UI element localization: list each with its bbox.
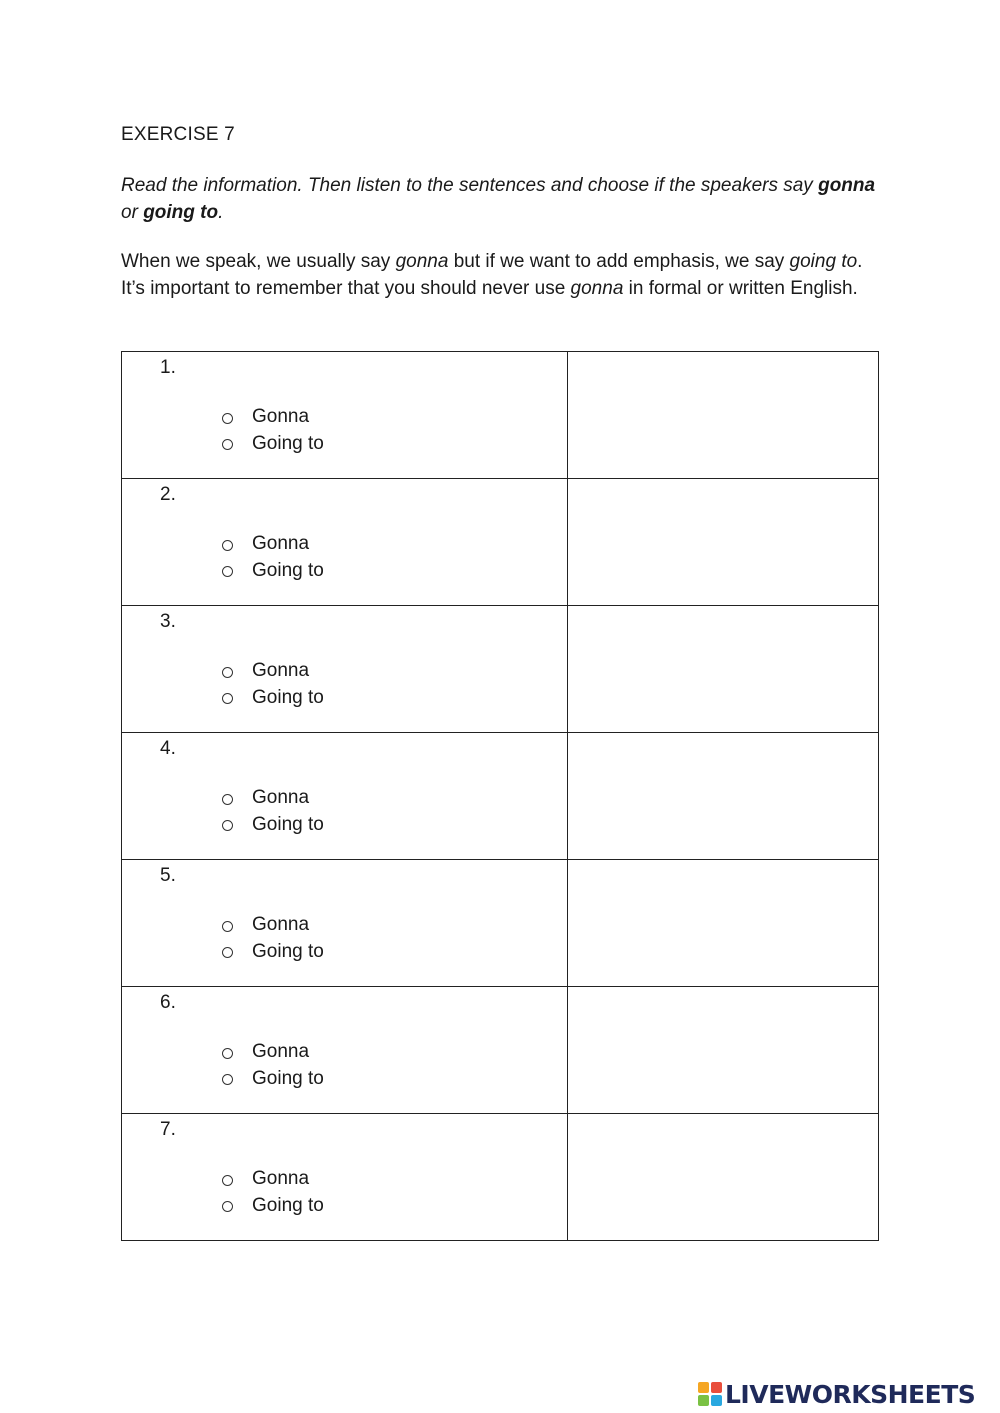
question-number: 3. bbox=[160, 611, 176, 632]
liveworksheets-logo bbox=[698, 1379, 975, 1409]
option-gonna[interactable] bbox=[222, 404, 324, 431]
answer-cell[interactable] bbox=[568, 733, 879, 860]
option-gonna[interactable] bbox=[222, 912, 324, 939]
option-list bbox=[222, 1039, 324, 1092]
option-label: Gonna bbox=[252, 1168, 310, 1190]
answer-cell[interactable] bbox=[568, 479, 879, 606]
radio-circle-icon[interactable] bbox=[222, 1175, 233, 1186]
option-label: Gonna bbox=[252, 533, 310, 555]
option-label: Going to bbox=[252, 559, 324, 581]
instructions-text: . bbox=[218, 202, 224, 223]
option-list bbox=[222, 1166, 324, 1219]
radio-circle-icon[interactable] bbox=[222, 413, 233, 424]
answer-cell[interactable] bbox=[568, 606, 879, 733]
option-label: Going to bbox=[252, 1194, 324, 1216]
question-row bbox=[122, 733, 879, 860]
question-row bbox=[122, 352, 879, 479]
question-number: 6. bbox=[160, 992, 176, 1013]
option-going-to[interactable] bbox=[222, 939, 324, 966]
option-going-to[interactable] bbox=[222, 812, 324, 839]
questions-table bbox=[121, 351, 879, 1241]
instructions-text: Read the information. Then listen to the sentences and choose if the speakers say bbox=[121, 175, 819, 196]
option-label: Going to bbox=[252, 940, 324, 962]
info-term-gonna: gonna bbox=[570, 278, 624, 299]
question-row bbox=[122, 860, 879, 987]
option-list bbox=[222, 785, 324, 838]
radio-circle-icon[interactable] bbox=[222, 693, 233, 704]
question-number: 5. bbox=[160, 865, 176, 886]
question-cell bbox=[122, 733, 568, 860]
radio-circle-icon[interactable] bbox=[222, 820, 233, 831]
question-cell bbox=[122, 606, 568, 733]
exercise-title: EXERCISE 7 bbox=[121, 124, 235, 145]
option-list bbox=[222, 912, 324, 965]
option-label: Gonna bbox=[252, 787, 310, 809]
question-row bbox=[122, 987, 879, 1114]
radio-circle-icon[interactable] bbox=[222, 921, 233, 932]
info-text: in formal or written English. bbox=[623, 278, 858, 299]
option-label: Going to bbox=[252, 432, 324, 454]
answer-cell[interactable] bbox=[568, 1114, 879, 1241]
question-row bbox=[122, 479, 879, 606]
option-gonna[interactable] bbox=[222, 785, 324, 812]
answer-cell[interactable] bbox=[568, 987, 879, 1114]
radio-circle-icon[interactable] bbox=[222, 1074, 233, 1085]
question-row bbox=[122, 606, 879, 733]
liveworksheets-logo-icon bbox=[698, 1382, 722, 1406]
radio-circle-icon[interactable] bbox=[222, 947, 233, 958]
answer-cell[interactable] bbox=[568, 352, 879, 479]
instructions-term-gonna: gonna bbox=[818, 175, 876, 196]
info-text: When we speak, we usually say bbox=[121, 251, 396, 272]
question-number: 2. bbox=[160, 484, 176, 505]
option-label: Gonna bbox=[252, 914, 310, 936]
info-term-going-to: going to bbox=[789, 251, 858, 272]
instructions-term-going-to: going to bbox=[143, 202, 219, 223]
radio-circle-icon[interactable] bbox=[222, 566, 233, 577]
instructions-text: or bbox=[121, 202, 144, 223]
question-cell bbox=[122, 1114, 568, 1241]
option-gonna[interactable] bbox=[222, 1166, 324, 1193]
instructions bbox=[121, 172, 881, 226]
option-gonna[interactable] bbox=[222, 1039, 324, 1066]
option-label: Gonna bbox=[252, 660, 310, 682]
radio-circle-icon[interactable] bbox=[222, 1048, 233, 1059]
radio-circle-icon[interactable] bbox=[222, 1201, 233, 1212]
answer-cell[interactable] bbox=[568, 860, 879, 987]
option-going-to[interactable] bbox=[222, 1193, 324, 1220]
option-gonna[interactable] bbox=[222, 531, 324, 558]
info-text: . It’s important to remember that you should never use bbox=[121, 251, 863, 299]
question-cell bbox=[122, 987, 568, 1114]
option-going-to[interactable] bbox=[222, 685, 324, 712]
option-label: Going to bbox=[252, 686, 324, 708]
option-going-to[interactable] bbox=[222, 431, 324, 458]
info-term-gonna: gonna bbox=[395, 251, 449, 272]
option-gonna[interactable] bbox=[222, 658, 324, 685]
question-row bbox=[122, 1114, 879, 1241]
option-list bbox=[222, 658, 324, 711]
radio-circle-icon[interactable] bbox=[222, 540, 233, 551]
option-going-to[interactable] bbox=[222, 1066, 324, 1093]
info-paragraph bbox=[121, 248, 881, 302]
question-number: 4. bbox=[160, 738, 176, 759]
logo-text: LIVEWORKSHEETS bbox=[725, 1379, 976, 1409]
radio-circle-icon[interactable] bbox=[222, 794, 233, 805]
question-cell bbox=[122, 479, 568, 606]
question-cell bbox=[122, 352, 568, 479]
option-label: Going to bbox=[252, 1067, 324, 1089]
question-cell bbox=[122, 860, 568, 987]
option-label: Gonna bbox=[252, 406, 310, 428]
option-going-to[interactable] bbox=[222, 558, 324, 585]
option-list bbox=[222, 404, 324, 457]
option-label: Going to bbox=[252, 813, 324, 835]
info-text: but if we want to add emphasis, we say bbox=[448, 251, 790, 272]
radio-circle-icon[interactable] bbox=[222, 439, 233, 450]
option-label: Gonna bbox=[252, 1041, 310, 1063]
option-list bbox=[222, 531, 324, 584]
radio-circle-icon[interactable] bbox=[222, 667, 233, 678]
question-number: 7. bbox=[160, 1119, 176, 1140]
question-number: 1. bbox=[160, 357, 176, 378]
